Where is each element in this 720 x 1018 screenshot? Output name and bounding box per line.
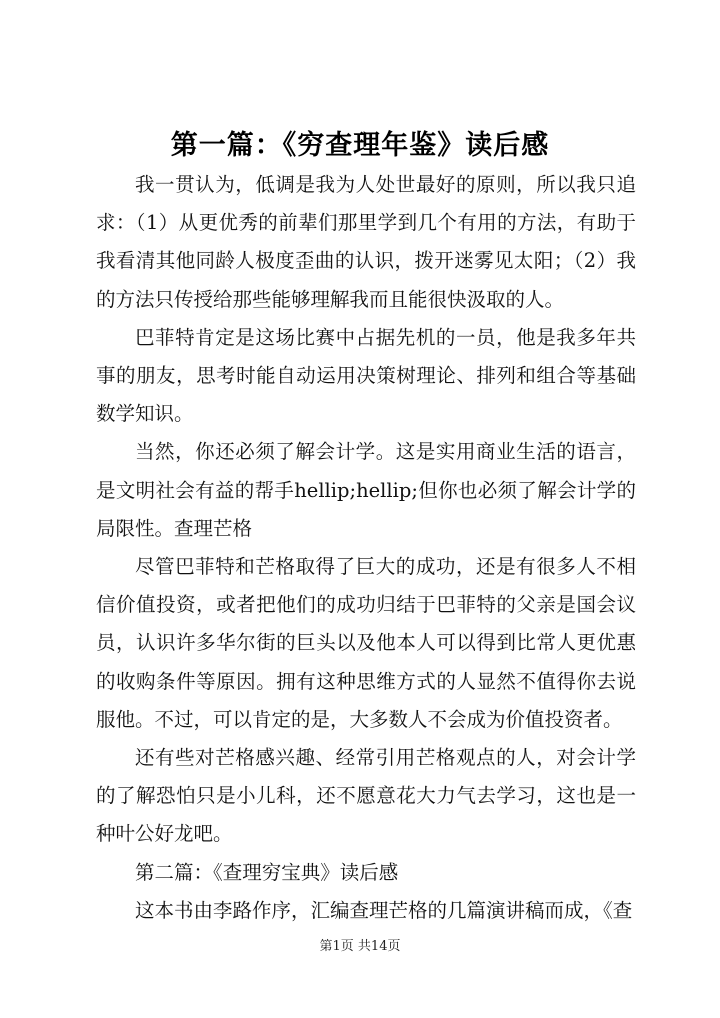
paragraph-3: 当然，你还必须了解会计学。这是实用商业生活的语言，是文明社会有益的帮手hellip;hellip;但你也必须了解会计学的局限性。查理芒格 <box>96 440 636 540</box>
paragraph-4: 尽管巴菲特和芒格取得了巨大的成功，还是有很多人不相信价值投资，或者把他们的成功归结于巴菲特的父亲是国会议员，认识许多华尔街的巨头以及他本人可以得到比常人更优惠的收购条件等原因。拥有这种思维方式的人显然不值得你去说服他。不过，可以肯定的是，大多数人不会成为价值投资者。 <box>96 555 636 731</box>
section-heading-2: 第二篇：《查理穷宝典》读后感 <box>135 860 399 884</box>
paragraph-5: 还有些对芒格感兴趣、经常引用芒格观点的人，对会计学的了解恐怕只是小儿科，还不愿意花大力气去学习，这也是一种叶公好龙吧。 <box>96 746 636 846</box>
paragraph-6: 这本书由李路作序，汇编查理芒格的几篇演讲稿而成，《查 <box>135 898 633 922</box>
paragraph-1: 我一贯认为，低调是我为人处世最好的原则，所以我只追求：（1）从更优秀的前辈们那里学到几个有用的方法，有助于我看清其他同龄人极度歪曲的认识，拨开迷雾见太阳；（2）我的方法只传授给那些能够理解我而且能很快汲取的人。 <box>96 173 636 311</box>
paragraph-2: 巴菲特肯定是这场比赛中占据先机的一员，他是我多年共事的朋友，思考时能自动运用决策树理论、排列和组合等基础数学知识。 <box>96 325 636 426</box>
document-title: 第一篇：《穷查理年鉴》读后感 <box>170 130 550 161</box>
page-footer: 第1页 共14页 <box>319 939 401 954</box>
document-body <box>96 166 636 930</box>
